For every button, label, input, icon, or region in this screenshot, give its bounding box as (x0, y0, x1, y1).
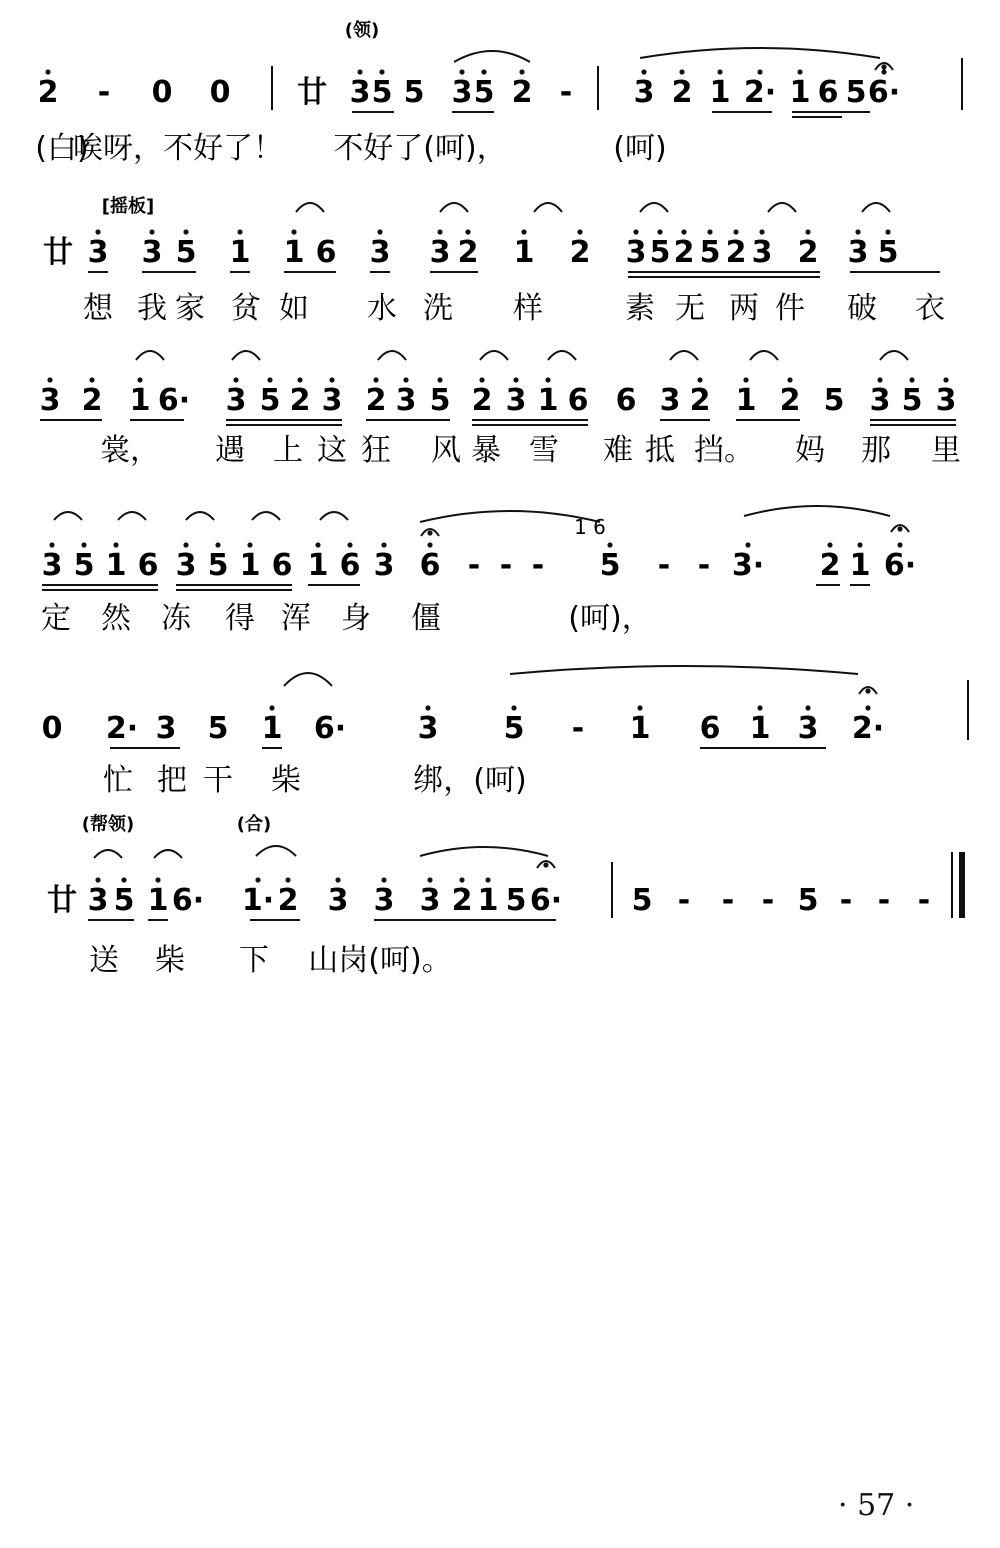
s5-note: 1 (629, 711, 651, 746)
high-octave-dot (805, 705, 810, 710)
s1-note: 5 (403, 75, 425, 110)
s6-note: 3 (327, 883, 349, 918)
s3-note: 6 (615, 383, 637, 418)
high-octave-dot (733, 229, 738, 234)
s4-note: 5 (599, 548, 621, 583)
high-octave-dot (95, 877, 100, 882)
s4-lyric: 然 (101, 601, 131, 636)
high-octave-dot (237, 229, 242, 234)
s3-note: 3 (505, 383, 527, 418)
s5-lyric: 干 (203, 763, 233, 798)
s6-note: 廿 (47, 883, 77, 918)
s1-note: 5 (473, 75, 495, 110)
s5-lyric: 忙 (103, 763, 133, 798)
high-octave-dot (743, 377, 748, 382)
high-octave-dot (45, 69, 50, 74)
high-octave-dot (681, 229, 686, 234)
s5-lyric: 把 (157, 763, 187, 798)
s4-lyric: 身 (341, 601, 371, 636)
s1-note: 6 (817, 75, 839, 110)
s3-note: 3 (39, 383, 61, 418)
high-octave-dot (425, 705, 430, 710)
s2-note: 3 (87, 235, 109, 270)
high-octave-dot (707, 229, 712, 234)
s5-note: - (571, 711, 585, 746)
s6-note: 2 (451, 883, 473, 918)
high-octave-dot (759, 229, 764, 234)
s4-lyric: (呵)， (568, 601, 652, 636)
s2-note: 3 (751, 235, 773, 270)
high-octave-dot (805, 229, 810, 234)
s2-note: 3 (141, 235, 163, 270)
high-octave-dot (577, 229, 582, 234)
s4-lyric: 浑 (281, 601, 311, 636)
s2-note: 2 (797, 235, 819, 270)
high-octave-dot (89, 377, 94, 382)
s1-lyric: 唉呀，不好了！ (73, 131, 283, 166)
s2-lyric: 想 (83, 291, 113, 326)
mark-bangling: (帮领) (81, 814, 135, 835)
mark-ling: (领) (344, 20, 380, 41)
s3-note: 5 (901, 383, 923, 418)
s6-note: 6· (529, 883, 563, 918)
s3-lyric: 狂 (361, 433, 391, 468)
high-octave-dot (381, 877, 386, 882)
s2-lyric: 我 (137, 291, 167, 326)
high-octave-dot (137, 377, 142, 382)
s3-note: 6· (157, 383, 191, 418)
high-octave-dot (297, 377, 302, 382)
s6-note: - (917, 883, 931, 918)
slur (750, 351, 778, 360)
s5-note: 2· (105, 711, 139, 746)
s6-note: 1 (147, 883, 169, 918)
high-octave-dot (427, 877, 432, 882)
s5-lyric: 绑，(呵) (413, 763, 527, 798)
s4-note: 3· (731, 548, 765, 583)
s5-note: 6 (699, 711, 721, 746)
high-octave-dot (113, 542, 118, 547)
s5-note: 5 (503, 711, 525, 746)
s2-note: 3 (429, 235, 451, 270)
s6-lyric: 山岗(呵)。 (308, 943, 452, 978)
high-octave-dot (155, 877, 160, 882)
high-octave-dot (427, 542, 432, 547)
s3-note: 5 (259, 383, 281, 418)
mark-yaoban: [摇板] (101, 196, 155, 217)
high-octave-dot (787, 377, 792, 382)
s4-note: 1 (307, 548, 329, 583)
s6-note: 2 (277, 883, 299, 918)
s2-lyric: 破 (847, 291, 877, 326)
s3-note: 2 (289, 383, 311, 418)
high-octave-dot (943, 377, 948, 382)
s5-note: 0 (41, 711, 63, 746)
s4-lyric: 得 (225, 601, 255, 636)
high-octave-dot (47, 377, 52, 382)
s6-note: 6· (171, 883, 205, 918)
s5-note: 3 (417, 711, 439, 746)
high-octave-dot (657, 229, 662, 234)
s3-lyric: 那 (861, 433, 891, 468)
s2-lyric: 家 (175, 291, 205, 326)
high-octave-dot (81, 542, 86, 547)
s4-note: 5 (207, 548, 229, 583)
s5-note: 3 (155, 711, 177, 746)
s1-note: 3 (451, 75, 473, 110)
s3-note: 1 (129, 383, 151, 418)
s2-note: 6 (315, 235, 337, 270)
high-octave-dot (49, 542, 54, 547)
s3-lyric: 里 (931, 433, 961, 468)
slur (296, 203, 324, 212)
high-octave-dot (697, 377, 702, 382)
s6-note: - (877, 883, 891, 918)
s1-note: 6· (867, 75, 901, 110)
slur (640, 203, 668, 212)
s3-note: 2 (365, 383, 387, 418)
high-octave-dot (291, 229, 296, 234)
slur (510, 666, 858, 674)
s5-note: 3 (797, 711, 819, 746)
slur (640, 48, 880, 58)
fermata-dot (543, 862, 548, 867)
s4-note: 1 (105, 548, 127, 583)
slur (880, 351, 908, 360)
slur (768, 203, 796, 212)
s4-note: 1 (849, 548, 871, 583)
high-octave-dot (379, 69, 384, 74)
high-octave-dot (437, 229, 442, 234)
s2-note: 3 (625, 235, 647, 270)
s2-note: 3 (369, 235, 391, 270)
s3-lyric: 挡。 (694, 433, 754, 468)
s3-note: 3 (225, 383, 247, 418)
s1-note: 5 (845, 75, 867, 110)
s4-note: 2 (819, 548, 841, 583)
slur (420, 511, 600, 522)
high-octave-dot (909, 377, 914, 382)
s3-note: 1 (735, 383, 757, 418)
s6-note: 3 (419, 883, 441, 918)
s2-lyric: 衣 (915, 291, 945, 326)
high-octave-dot (877, 377, 882, 382)
s2-note: 1 (513, 235, 535, 270)
slur (252, 512, 280, 520)
slur (232, 351, 260, 360)
high-octave-dot (437, 377, 442, 382)
s1-note: 2 (671, 75, 693, 110)
high-octave-dot (247, 542, 252, 547)
high-octave-dot (857, 542, 862, 547)
high-octave-dot (513, 377, 518, 382)
s6-note: - (761, 883, 775, 918)
high-octave-dot (607, 542, 612, 547)
slur (320, 512, 348, 520)
s3-lyric: 暴 (471, 433, 501, 468)
s1-note: 5 (371, 75, 393, 110)
s1-note: 3 (349, 75, 371, 110)
slur (186, 512, 214, 520)
s4-note: - (697, 548, 711, 583)
s2-note: 廿 (43, 235, 73, 270)
high-octave-dot (381, 542, 386, 547)
s3-note: 1 (537, 383, 559, 418)
s1-lyric: (呵) (613, 131, 667, 166)
s3-lyric: 妈 (795, 433, 825, 468)
high-octave-dot (511, 705, 516, 710)
high-octave-dot (403, 377, 408, 382)
high-octave-dot (183, 542, 188, 547)
s3-note: 2 (779, 383, 801, 418)
s3-lyric: 裳， (100, 433, 160, 468)
high-octave-dot (269, 705, 274, 710)
s6-note: - (839, 883, 853, 918)
s2-lyric: 件 (775, 291, 805, 326)
s5-lyric: 柴 (271, 763, 301, 798)
s3-note: 2 (689, 383, 711, 418)
high-octave-dot (745, 542, 750, 547)
s1-note: 1 (709, 75, 731, 110)
slur (54, 512, 82, 520)
s3-note: 3 (659, 383, 681, 418)
fermata-dot (897, 526, 902, 531)
high-octave-dot (757, 705, 762, 710)
high-octave-dot (183, 229, 188, 234)
s3-note: 2 (471, 383, 493, 418)
high-octave-dot (641, 69, 646, 74)
s3-lyric: 上 (273, 433, 303, 468)
high-octave-dot (865, 705, 870, 710)
s3-lyric: 难 (603, 433, 633, 468)
s3-note: 3 (321, 383, 343, 418)
s3-note: 5 (823, 383, 845, 418)
s3-lyric: 这 (317, 433, 347, 468)
high-octave-dot (149, 229, 154, 234)
slur (670, 351, 698, 360)
high-octave-dot (485, 877, 490, 882)
slur (744, 506, 890, 516)
s6-lyric: 下 (239, 943, 269, 978)
s2-note: 2 (569, 235, 591, 270)
high-octave-dot (633, 229, 638, 234)
high-octave-dot (481, 69, 486, 74)
s3-note: 3 (869, 383, 891, 418)
s1-note: 1 (789, 75, 811, 110)
s1-note: 2 (511, 75, 533, 110)
s1-note: - (559, 75, 573, 110)
s6-note: 5 (631, 883, 653, 918)
high-octave-dot (121, 877, 126, 882)
high-octave-dot (459, 877, 464, 882)
s3-note: 5 (429, 383, 451, 418)
slur (454, 51, 530, 62)
s4-note: - (499, 548, 513, 583)
high-octave-dot (797, 69, 802, 74)
mark-he: (合) (236, 814, 272, 835)
high-octave-dot (465, 229, 470, 234)
high-octave-dot (855, 229, 860, 234)
s4-note: - (657, 548, 671, 583)
slur (118, 512, 146, 520)
s2-lyric: 如 (279, 291, 309, 326)
slur (378, 351, 406, 360)
high-octave-dot (881, 69, 886, 74)
s4-grace-note: 1 6 (574, 515, 606, 539)
slur (256, 846, 296, 856)
s4-note: 6 (137, 548, 159, 583)
high-octave-dot (679, 69, 684, 74)
high-octave-dot (347, 542, 352, 547)
high-octave-dot (459, 69, 464, 74)
high-octave-dot (377, 229, 382, 234)
s5-note: 1 (749, 711, 771, 746)
slur (440, 203, 468, 212)
s4-lyric: 冻 (161, 601, 191, 636)
high-octave-dot (637, 705, 642, 710)
s2-note: 2 (457, 235, 479, 270)
s2-note: 5 (877, 235, 899, 270)
s4-note: 3 (41, 548, 63, 583)
s4-note: 6 (339, 548, 361, 583)
s2-lyric: 样 (513, 291, 543, 326)
s6-note: - (721, 883, 735, 918)
s3-lyric: 抵 (645, 433, 675, 468)
s3-note: 3 (395, 383, 417, 418)
s3-note: 3 (935, 383, 957, 418)
s4-note: 5 (73, 548, 95, 583)
s6-lyric: 柴 (155, 943, 185, 978)
high-octave-dot (267, 377, 272, 382)
high-octave-dot (233, 377, 238, 382)
slur (284, 673, 332, 686)
s1-note: - (97, 75, 111, 110)
s4-note: - (467, 548, 481, 583)
s1-lyric: 不好了(呵)， (333, 131, 507, 166)
high-octave-dot (757, 69, 762, 74)
s3-lyric: 风 (431, 433, 461, 468)
s4-note: 6 (419, 548, 441, 583)
s2-note: 5 (699, 235, 721, 270)
s2-lyric: 无 (675, 291, 705, 326)
high-octave-dot (285, 877, 290, 882)
s4-note: - (531, 548, 545, 583)
high-octave-dot (827, 542, 832, 547)
high-octave-dot (315, 542, 320, 547)
fermata-dot (427, 530, 432, 535)
s6-note: 3 (373, 883, 395, 918)
s2-lyric: 贫 (231, 291, 261, 326)
slur (154, 850, 182, 858)
s4-lyric: 僵 (411, 601, 441, 636)
high-octave-dot (215, 542, 220, 547)
high-octave-dot (373, 377, 378, 382)
high-octave-dot (885, 229, 890, 234)
s5-note: 1 (261, 711, 283, 746)
s1-lyric: (白) (35, 131, 89, 166)
slur (548, 351, 576, 360)
high-octave-dot (329, 377, 334, 382)
s1-note: 3 (633, 75, 655, 110)
s4-note: 3 (175, 548, 197, 583)
high-octave-dot (897, 542, 902, 547)
s1-note: 2 (37, 75, 59, 110)
high-octave-dot (95, 229, 100, 234)
slur (136, 351, 164, 360)
slur (94, 850, 122, 858)
s1-note: 2· (743, 75, 777, 110)
slur (420, 847, 548, 856)
slur (862, 203, 890, 212)
s4-note: 1 (239, 548, 261, 583)
high-octave-dot (255, 877, 260, 882)
s4-note: 3 (373, 548, 395, 583)
s2-note: 1 (229, 235, 251, 270)
s4-lyric: 定 (41, 601, 71, 636)
s2-lyric: 水 (367, 291, 397, 326)
s3-lyric: 雪 (529, 433, 559, 468)
s2-note: 2 (673, 235, 695, 270)
s6-note: 1· (241, 883, 275, 918)
s6-lyric: 送 (89, 943, 119, 978)
fermata-dot (881, 64, 886, 69)
s2-note: 5 (175, 235, 197, 270)
s2-note: 2 (725, 235, 747, 270)
s3-note: 2 (81, 383, 103, 418)
s5-note: 2· (851, 711, 885, 746)
s2-note: 5 (649, 235, 671, 270)
s6-note: 5 (797, 883, 819, 918)
s1-note: 0 (209, 75, 231, 110)
high-octave-dot (519, 69, 524, 74)
s2-lyric: 两 (729, 291, 759, 326)
slur (534, 203, 562, 212)
s4-note: 6· (883, 548, 917, 583)
high-octave-dot (521, 229, 526, 234)
fermata-dot (865, 688, 870, 693)
high-octave-dot (545, 377, 550, 382)
high-octave-dot (717, 69, 722, 74)
high-octave-dot (479, 377, 484, 382)
slur (480, 351, 508, 360)
s3-note: 6 (567, 383, 589, 418)
high-octave-dot (335, 877, 340, 882)
s6-note: 3 (87, 883, 109, 918)
s1-note: 0 (151, 75, 173, 110)
s2-lyric: 素 (625, 291, 655, 326)
s4-note: 6 (271, 548, 293, 583)
s2-lyric: 洗 (423, 291, 453, 326)
page-number: · 57 · (838, 1488, 915, 1523)
s2-note: 1 (283, 235, 305, 270)
s3-lyric: 遇 (215, 433, 245, 468)
high-octave-dot (357, 69, 362, 74)
s6-note: 5 (113, 883, 135, 918)
s2-note: 3 (847, 235, 869, 270)
s1-note: 廿 (297, 75, 327, 110)
s6-note: 5 (505, 883, 527, 918)
s6-note: - (677, 883, 691, 918)
s6-note: 1 (477, 883, 499, 918)
s5-note: 6· (313, 711, 347, 746)
s5-note: 5 (207, 711, 229, 746)
